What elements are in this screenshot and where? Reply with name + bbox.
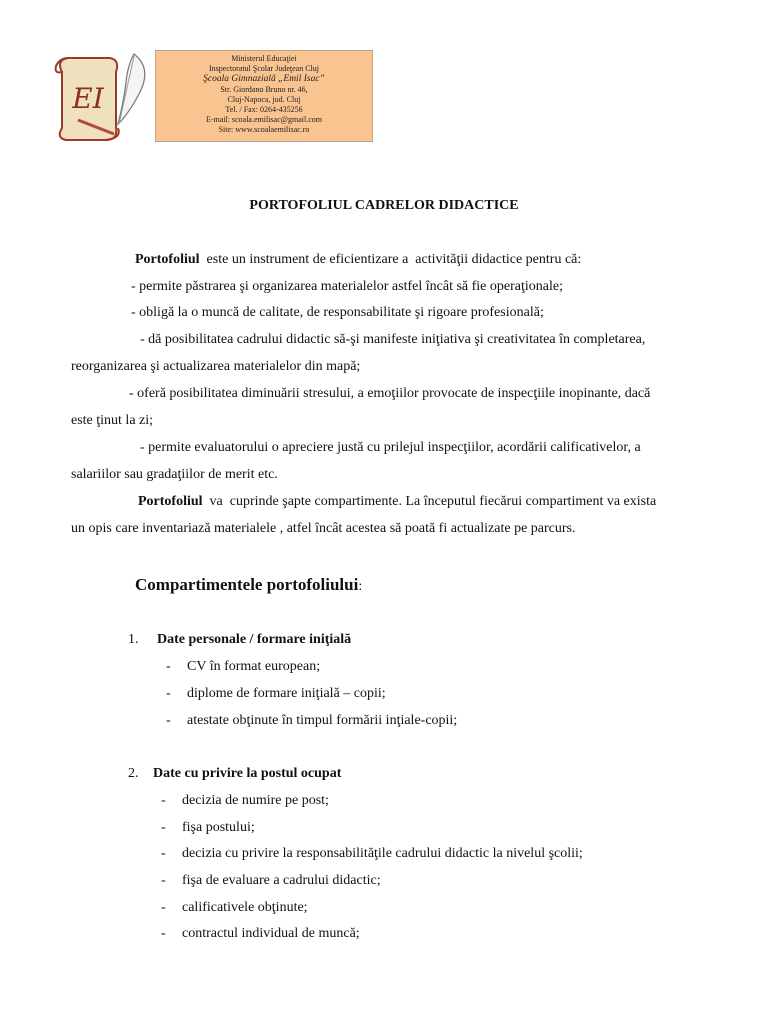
bullet-line-continued: salariilor sau gradaţiilor de merit etc. [71, 467, 278, 482]
bullet-line: - oferă posibilitatea diminuării stresului, a emoţiilor provocate de inspecţiile inopinante, dacă [129, 386, 651, 401]
section-heading-colon: : [358, 579, 363, 594]
list-item: decizia cu privire la responsabilităţile cadrului didactic la nivelul şcolii; [182, 846, 583, 861]
ministry-name: Ministerul Educaţiei [231, 54, 297, 63]
school-city: Cluj-Napoca, jud. Cluj [227, 95, 301, 104]
list-item-dash: - [161, 820, 166, 835]
school-street: Str. Giordano Bruno nr. 46, [220, 85, 308, 94]
list-item-dash: - [161, 926, 166, 941]
school-logo-scroll-quill-icon [48, 50, 158, 145]
list-item-dash: - [161, 900, 166, 915]
school-phone: Tel. / Fax: 0264-435256 [225, 105, 303, 114]
paragraph-2-rest: va cuprinde şapte compartimente. La începutul fiecărui compartiment va exista [202, 494, 657, 509]
list-item-dash: - [161, 873, 166, 888]
list-item-dash: - [161, 793, 166, 808]
list-item: contractul individual de muncă; [182, 926, 360, 941]
bullet-line: - permite păstrarea şi organizarea materialelor astfel încât să fie operaţionale; [131, 279, 563, 294]
school-name: Şcoala Gimnazială „Emil Isac” [203, 74, 325, 84]
list-item: fişa postului; [182, 820, 255, 835]
list-item: atestate obţinute în timpul formării inţiale-copii; [187, 713, 458, 728]
list-item-dash: - [166, 713, 171, 728]
inspectorate-name: Inspectoratul Şcolar Judeţean Cluj [209, 64, 319, 73]
paragraph-2-line-1 [138, 494, 656, 510]
section-heading [135, 575, 362, 595]
bullet-line-continued: este ţinut la zi; [71, 413, 154, 428]
section-2-number: 2. [128, 766, 139, 781]
section-heading-text: Compartimentele portofoliului [135, 575, 359, 594]
document-title: PORTOFOLIUL CADRELOR DIDACTICE [249, 198, 519, 213]
section-2-title: Date cu privire la postul ocupat [153, 766, 342, 781]
list-item: calificativele obţinute; [182, 900, 308, 915]
list-item: fişa de evaluare a cadrului didactic; [182, 873, 381, 888]
list-item-dash: - [166, 659, 171, 674]
logo-initials: EI [72, 82, 104, 115]
bullet-line: - dă posibilitatea cadrului didactic să-şi manifeste iniţiativa şi creativitatea în completarea, [140, 332, 646, 347]
list-item-dash: - [166, 686, 171, 701]
school-site: Site: www.scoalaemilisac.ro [218, 125, 310, 134]
section-1-title: Date personale / formare iniţială [157, 632, 352, 647]
intro-rest: este un instrument de eficientizare a activităţii didactice pentru că: [199, 252, 582, 267]
intro-bold: Portofoliul [135, 252, 200, 267]
school-email: E-mail: scoala.emilisac@gmail.com [206, 115, 322, 124]
list-item: diplome de formare iniţială – copii; [187, 686, 386, 701]
section-1-number: 1. [128, 632, 139, 647]
list-item: CV în format european; [187, 659, 321, 674]
list-item: decizia de numire pe post; [182, 793, 329, 808]
bullet-line: - permite evaluatorului o apreciere justă cu prilejul inspecţiilor, acordării calificativelor, a [140, 440, 641, 455]
bullet-line-continued: reorganizarea şi actualizarea materialelor din mapă; [71, 359, 361, 374]
list-item-dash: - [161, 846, 166, 861]
bullet-line: - obligă la o muncă de calitate, de responsabilitate şi rigoare profesională; [131, 305, 544, 320]
letterhead-box [155, 50, 373, 142]
intro-line [135, 252, 581, 268]
paragraph-2-line-2: un opis care inventariază materialele , atfel încât acestea să poată fi actualizate pe parcurs. [71, 521, 576, 536]
paragraph-2-bold: Portofoliul [138, 494, 203, 509]
